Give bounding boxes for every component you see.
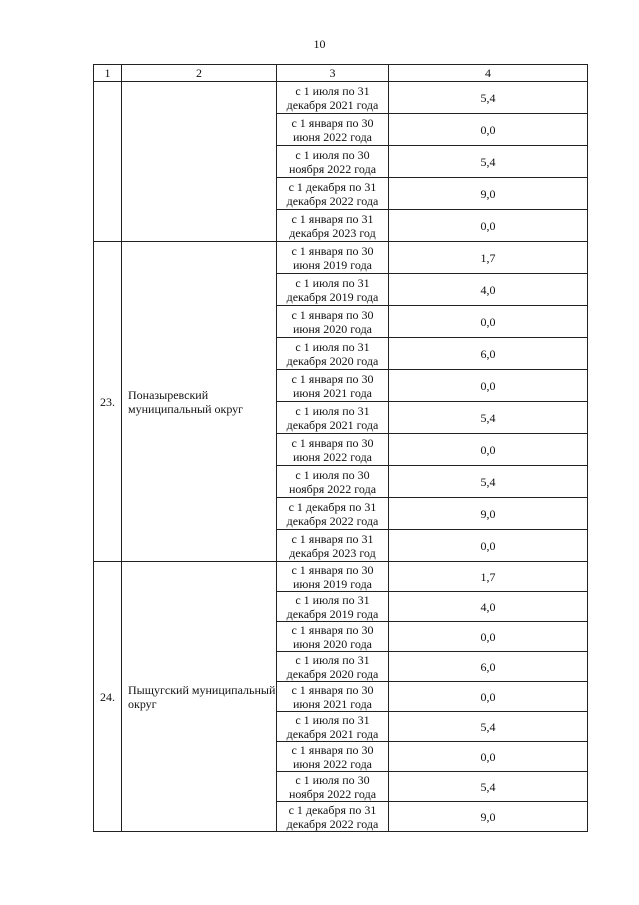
- rate-value-cell: 9,0: [389, 178, 588, 210]
- page-number: 10: [313, 37, 326, 51]
- column-header-3: 3: [277, 65, 389, 82]
- rate-value-cell: 0,0: [389, 434, 588, 466]
- column-header-4: 4: [389, 65, 588, 82]
- period-cell: с 1 декабря по 31 декабря 2022 года: [277, 802, 389, 832]
- period-cell: с 1 июля по 30 ноября 2022 года: [277, 146, 389, 178]
- table-row: [94, 242, 588, 274]
- rate-value-cell: 0,0: [389, 682, 588, 712]
- region-name: Поназыревский муниципальный округ: [122, 242, 277, 562]
- rate-value-cell: 0,0: [389, 210, 588, 242]
- rate-value-cell: 0,0: [389, 530, 588, 562]
- rate-value-cell: 5,4: [389, 712, 588, 742]
- rate-value-cell: 1,7: [389, 562, 588, 592]
- period-cell: с 1 июля по 30 ноября 2022 года: [277, 466, 389, 498]
- period-cell: с 1 января по 30 июня 2019 года: [277, 562, 389, 592]
- period-cell: с 1 июля по 31 декабря 2021 года: [277, 82, 389, 114]
- period-cell: с 1 июля по 31 декабря 2021 года: [277, 402, 389, 434]
- period-cell: с 1 июля по 31 декабря 2019 года: [277, 592, 389, 622]
- rate-value-cell: 4,0: [389, 274, 588, 306]
- rate-value-cell: 9,0: [389, 802, 588, 832]
- period-cell: с 1 июля по 31 декабря 2020 года: [277, 338, 389, 370]
- rate-value-cell: 4,0: [389, 592, 588, 622]
- region-number: 23.: [94, 242, 122, 562]
- period-cell: с 1 июля по 31 декабря 2020 года: [277, 652, 389, 682]
- rate-value-cell: 5,4: [389, 772, 588, 802]
- period-cell: с 1 января по 30 июня 2022 года: [277, 114, 389, 146]
- table-row: [94, 82, 588, 114]
- rate-value-cell: 0,0: [389, 114, 588, 146]
- period-cell: с 1 июля по 31 декабря 2019 года: [277, 274, 389, 306]
- period-cell: с 1 января по 31 декабря 2023 год: [277, 210, 389, 242]
- rate-value-cell: 1,7: [389, 242, 588, 274]
- period-cell: с 1 июля по 31 декабря 2021 года: [277, 712, 389, 742]
- period-cell: с 1 декабря по 31 декабря 2022 года: [277, 178, 389, 210]
- rate-value-cell: 0,0: [389, 306, 588, 338]
- table-header-row: [94, 65, 588, 82]
- table-row: [94, 562, 588, 592]
- period-cell: с 1 января по 30 июня 2019 года: [277, 242, 389, 274]
- rate-value-cell: 9,0: [389, 498, 588, 530]
- rates-table: [93, 64, 588, 832]
- period-cell: с 1 января по 30 июня 2020 года: [277, 622, 389, 652]
- period-cell: с 1 января по 31 декабря 2023 год: [277, 530, 389, 562]
- column-header-2: 2: [122, 65, 277, 82]
- rate-value-cell: 0,0: [389, 370, 588, 402]
- rate-value-cell: 0,0: [389, 742, 588, 772]
- period-cell: с 1 июля по 30 ноября 2022 года: [277, 772, 389, 802]
- period-cell: с 1 января по 30 июня 2022 года: [277, 742, 389, 772]
- rate-value-cell: 0,0: [389, 622, 588, 652]
- period-cell: с 1 января по 30 июня 2021 года: [277, 370, 389, 402]
- period-cell: с 1 января по 30 июня 2022 года: [277, 434, 389, 466]
- column-header-1: 1: [94, 65, 122, 82]
- rate-value-cell: 5,4: [389, 466, 588, 498]
- rate-value-cell: 5,4: [389, 402, 588, 434]
- region-number: [94, 82, 122, 242]
- region-number: 24.: [94, 562, 122, 832]
- period-cell: с 1 декабря по 31 декабря 2022 года: [277, 498, 389, 530]
- period-cell: с 1 января по 30 июня 2021 года: [277, 682, 389, 712]
- rate-value-cell: 6,0: [389, 652, 588, 682]
- rates-table-body: [94, 65, 588, 832]
- region-name: Пыщугский муниципальный округ: [122, 562, 277, 832]
- rate-value-cell: 6,0: [389, 338, 588, 370]
- region-name: [122, 82, 277, 242]
- rate-value-cell: 5,4: [389, 146, 588, 178]
- period-cell: с 1 января по 30 июня 2020 года: [277, 306, 389, 338]
- rate-value-cell: 5,4: [389, 82, 588, 114]
